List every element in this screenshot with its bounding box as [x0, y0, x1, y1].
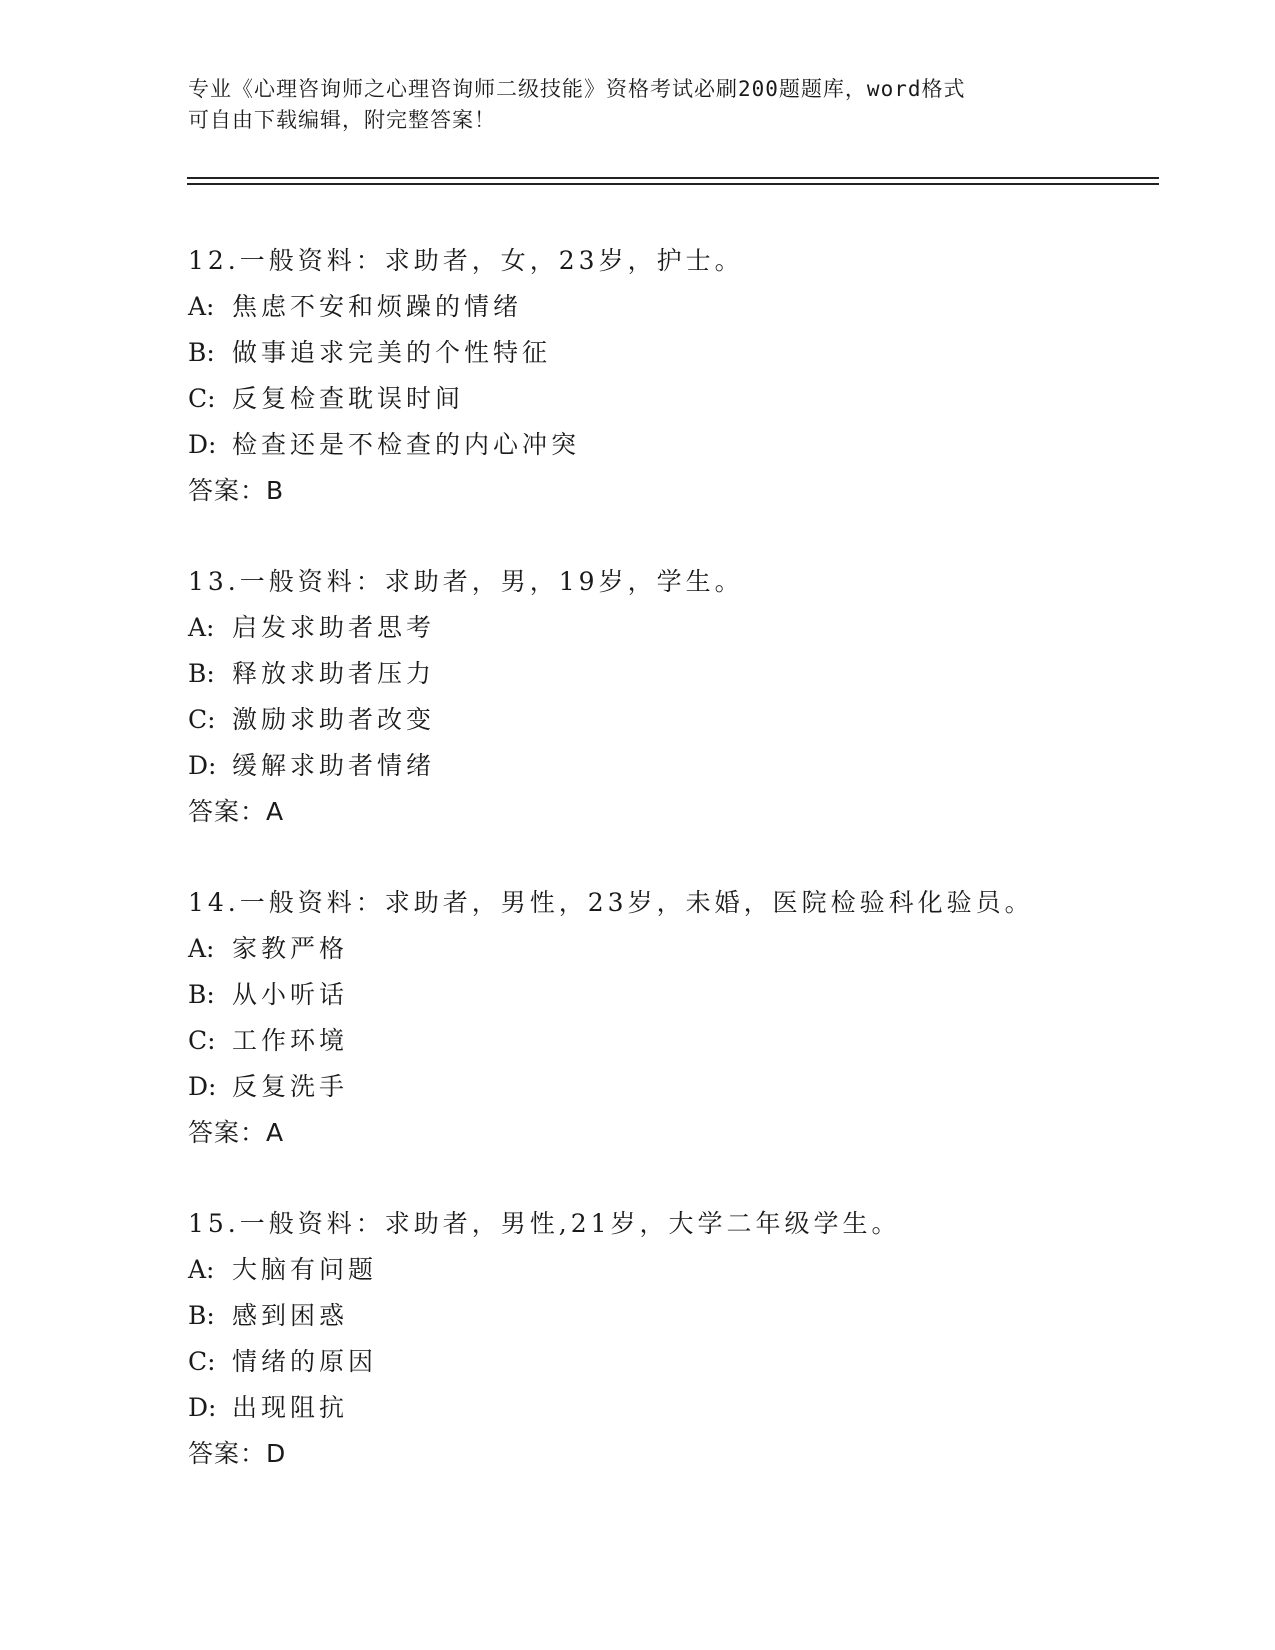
question-stem: 12.一般资料：求助者，女，23岁，护士。: [188, 246, 744, 275]
option-key: B:: [188, 338, 215, 367]
option-key: A:: [188, 613, 215, 642]
option-key: B:: [188, 980, 215, 1009]
option-text: 做事追求完美的个性特征: [232, 338, 552, 367]
option-key: D:: [188, 430, 217, 459]
option-text: 大脑有问题: [232, 1255, 378, 1284]
question-13: [188, 559, 1148, 880]
option-key: D:: [188, 751, 217, 780]
header-line-1: 专业《心理咨询师之心理咨询师二级技能》资格考试必刷200题题库，word格式: [188, 77, 966, 101]
option-c: [188, 697, 1148, 743]
question-stem: 15.一般资料：求助者，男性,21岁，大学二年级学生。: [188, 1209, 901, 1238]
option-c: [188, 1339, 1148, 1385]
question-stem: 14.一般资料：求助者，男性，23岁，未婚，医院检验科化验员。: [188, 888, 1034, 917]
option-text: 反复洗手: [232, 1072, 349, 1101]
option-key: B:: [188, 659, 215, 688]
option-key: C:: [188, 705, 216, 734]
option-key: D:: [188, 1072, 217, 1101]
option-key: A:: [188, 292, 215, 321]
option-text: 激励求助者改变: [232, 705, 436, 734]
option-key: A:: [188, 934, 215, 963]
option-key: A:: [188, 1255, 215, 1284]
option-key: C:: [188, 384, 216, 413]
option-text: 从小听话: [232, 980, 349, 1009]
option-b: [188, 651, 1148, 697]
question-12: [188, 238, 1148, 559]
answer-line: 答案：A: [188, 1118, 285, 1147]
question-list: [188, 238, 1148, 1522]
answer-line: 答案：B: [188, 476, 285, 505]
option-text: 感到困惑: [232, 1301, 349, 1330]
option-a: [188, 1247, 1148, 1293]
option-text: 焦虑不安和烦躁的情绪: [232, 292, 523, 321]
answer-line: 答案：A: [188, 797, 285, 826]
option-text: 出现阻抗: [232, 1393, 349, 1422]
option-text: 反复检查耽误时间: [232, 384, 465, 413]
option-key: D:: [188, 1393, 217, 1422]
option-b: [188, 330, 1148, 376]
option-text: 启发求助者思考: [232, 613, 436, 642]
option-text: 检查还是不检查的内心冲突: [232, 430, 581, 459]
option-key: C:: [188, 1026, 216, 1055]
option-key: C:: [188, 1347, 216, 1376]
document-header: [188, 74, 1088, 136]
option-text: 家教严格: [232, 934, 349, 963]
option-text: 释放求助者压力: [232, 659, 436, 688]
option-c: [188, 1018, 1148, 1064]
option-c: [188, 376, 1148, 422]
option-text: 情绪的原因: [232, 1347, 378, 1376]
option-a: [188, 284, 1148, 330]
option-a: [188, 926, 1148, 972]
header-divider-top: [187, 177, 1159, 179]
header-line-2: 可自由下载编辑，附完整答案！: [188, 108, 496, 132]
option-d: [188, 422, 1148, 468]
question-14: [188, 880, 1148, 1201]
option-d: [188, 743, 1148, 789]
option-b: [188, 1293, 1148, 1339]
option-key: B:: [188, 1301, 215, 1330]
option-d: [188, 1064, 1148, 1110]
option-text: 缓解求助者情绪: [232, 751, 436, 780]
option-text: 工作环境: [232, 1026, 349, 1055]
answer-line: 答案：D: [188, 1439, 287, 1468]
option-b: [188, 972, 1148, 1018]
header-divider-bottom: [187, 183, 1159, 185]
option-a: [188, 605, 1148, 651]
option-d: [188, 1385, 1148, 1431]
question-stem: 13.一般资料：求助者，男，19岁，学生。: [188, 567, 744, 596]
question-15: [188, 1201, 1148, 1522]
